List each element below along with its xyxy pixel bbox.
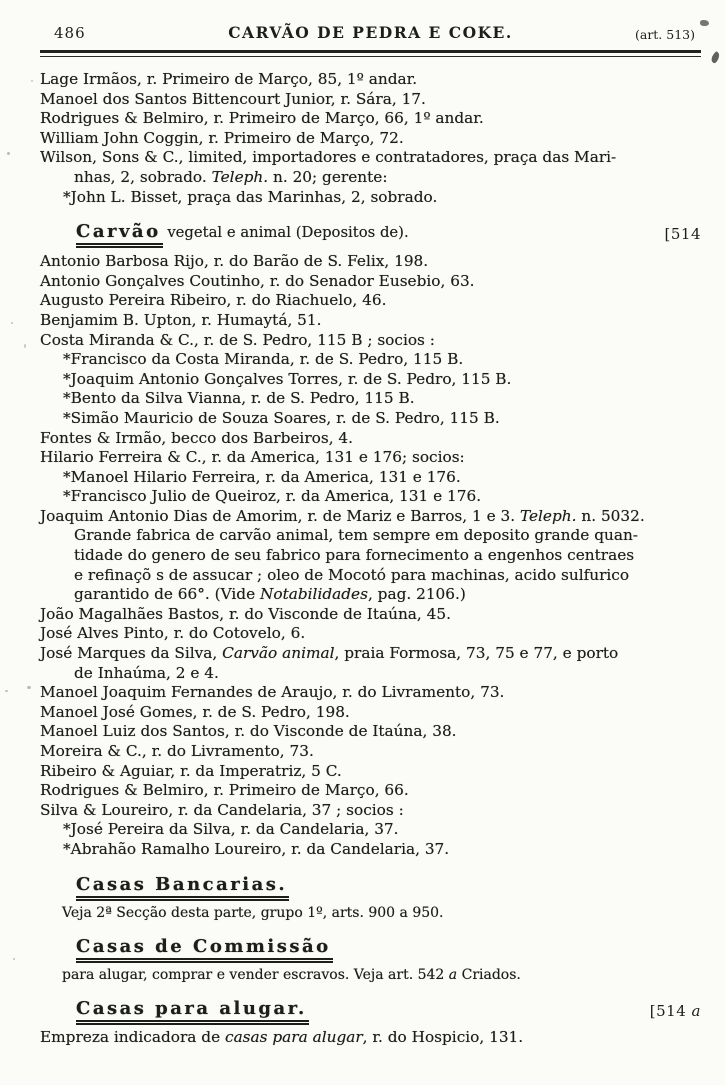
- scan-speck: [24, 344, 26, 348]
- directory-entry: [40, 683, 701, 703]
- directory-entry: [40, 624, 701, 644]
- text-segment: Moreira & C., r. do Livramento, 73.: [40, 742, 314, 760]
- text-segment: Empreza indicadora de: [40, 1027, 225, 1046]
- directory-entry: [40, 109, 701, 129]
- entry-line: [40, 389, 701, 409]
- text-segment: n. 20; gerente:: [268, 167, 388, 186]
- directory-entry: [40, 90, 701, 110]
- section-heading: [76, 935, 701, 959]
- text-segment: e refinaçõ s de assucar ; oleo de Mocotó para machinas, acido sulfurico: [74, 565, 630, 584]
- entry-line: [40, 1028, 701, 1048]
- entry-line: [40, 487, 701, 507]
- article-reference: (art. 513): [634, 27, 695, 42]
- running-title: CARVÃO DE PEDRA E COKE.: [228, 23, 513, 42]
- scan-speck: [27, 686, 31, 689]
- text-segment: Ribeiro & Aguiar, r. da Imperatriz, 5 C.: [40, 761, 342, 780]
- entry-line: [40, 311, 701, 331]
- scan-speck: [13, 958, 15, 960]
- entry-line: [40, 742, 701, 762]
- entry-line: [40, 840, 701, 860]
- text-segment: , pag. 2106.): [367, 585, 466, 604]
- entry-line: [40, 350, 701, 370]
- header-rule: [40, 50, 701, 57]
- text-segment: Teleph.: [519, 506, 577, 525]
- entry-line: [40, 129, 701, 149]
- entry-line: [40, 148, 701, 168]
- text-segment: n. 5032.: [576, 506, 645, 525]
- directory-entry: [40, 331, 701, 429]
- text-segment: *Francisco da Costa Miranda, r. de S. Pedro, 115 B.: [63, 350, 464, 369]
- text-segment: nhas, 2, sobrado.: [74, 167, 212, 186]
- directory-entry: [40, 448, 701, 507]
- entry-line: [40, 429, 701, 449]
- entry-line: [40, 683, 701, 703]
- text-segment: Rodrigues & Belmiro, r. Primeiro de Março, 66, 1º andar.: [40, 109, 484, 128]
- entry-line: [40, 272, 701, 292]
- directory-entry: [40, 507, 701, 605]
- directory-entry: [40, 129, 701, 149]
- directory-entry: [40, 311, 701, 331]
- entry-line: [40, 820, 701, 840]
- text-segment: [514: [649, 1001, 692, 1020]
- directory-entry: [40, 148, 701, 207]
- entry-line: [40, 644, 701, 664]
- text-segment: para alugar, comprar e vender escravos. Veja art. 542: [62, 966, 449, 983]
- entry-line: [40, 703, 701, 723]
- section-heading-title: Carvão: [76, 221, 163, 248]
- section-heading-title: Casas de Commissão: [76, 936, 333, 963]
- entry-line: [40, 664, 701, 684]
- text-segment: Notabilidades: [260, 585, 368, 604]
- directory-entry: [40, 781, 701, 801]
- text-segment: Criados.: [457, 966, 521, 983]
- entry-line: [40, 507, 701, 527]
- entry-line: [40, 585, 701, 605]
- entry-line: [40, 624, 701, 644]
- text-segment: Costa Miranda & C., r. de S. Pedro, 115 B ; socios :: [40, 330, 435, 349]
- text-segment: casas para alugar: [225, 1027, 363, 1046]
- entry-line: [40, 722, 701, 742]
- directory-entry: [40, 429, 701, 449]
- directory-entry: [40, 70, 701, 90]
- entry-line: [40, 762, 701, 782]
- text-segment: *Manoel Hilario Ferreira, r. da America, 131 e 176.: [63, 467, 461, 486]
- text-segment: Carvão animal: [222, 644, 335, 663]
- page-number: 486: [54, 24, 86, 42]
- entry-line: [40, 70, 701, 90]
- text-segment: tidade do genero de seu fabrico para fornecimento a engenhos centraes: [74, 546, 635, 565]
- scan-speck: [31, 80, 33, 82]
- scan-speck: [5, 690, 8, 692]
- text-segment: *John L. Bisset, praça das Marinhas, 2, sobrado.: [63, 187, 438, 206]
- directory-entry: [40, 703, 701, 723]
- entry-line: [40, 90, 701, 110]
- text-segment: Manoel dos Santos Bittencourt Junior, r. Sára, 17.: [40, 89, 426, 108]
- section-article-ref: [665, 222, 701, 246]
- directory-entry: [40, 291, 701, 311]
- text-segment: Augusto Pereira Ribeiro, r. do Riachuelo, 46.: [40, 291, 387, 310]
- text-segment: Joaquim Antonio Dias de Amorim, r. de Mariz e Barros, 1 e 3.: [40, 506, 520, 525]
- text-segment: Lage Irmãos, r. Primeiro de Março, 85, 1º andar.: [40, 70, 418, 88]
- directory-entry: [40, 762, 701, 782]
- entry-line: [40, 252, 701, 272]
- directory-entry: [40, 742, 701, 762]
- text-segment: Veja 2ª Secção desta parte, grupo 1º, arts. 900 a 950.: [62, 904, 444, 921]
- section-article-ref: [650, 999, 701, 1023]
- text-segment: *Joaquim Antonio Gonçalves Torres, r. de S. Pedro, 115 B.: [63, 369, 512, 388]
- text-segment: *José Pereira da Silva, r. da Candelaria, 37.: [63, 820, 399, 839]
- text-segment: Antonio Barbosa Rijo, r. do Barão de S. Felix, 198.: [40, 252, 429, 271]
- text-segment: *Abrahão Ramalho Loureiro, r. da Candelaria, 37.: [63, 839, 450, 858]
- directory-listing: [40, 70, 701, 1047]
- entry-line: [40, 109, 701, 129]
- entry-line: [40, 188, 701, 208]
- text-segment: garantido de 66°. (Vide: [74, 585, 260, 604]
- scan-speck: [11, 322, 13, 324]
- text-segment: Silva & Loureiro, r. da Candelaria, 37 ; socios :: [40, 800, 404, 819]
- text-segment: Hilario Ferreira & C., r. da America, 131 e 176; socios:: [40, 448, 465, 467]
- entry-line: [40, 605, 701, 625]
- text-segment: *Francisco Julio de Queiroz, r. da America, 131 e 176.: [63, 487, 482, 506]
- entry-line: [40, 168, 701, 188]
- text-segment: José Alves Pinto, r. do Cotovelo, 6.: [40, 624, 306, 643]
- text-segment: Benjamim B. Upton, r. Humaytá, 51.: [40, 310, 322, 329]
- text-segment: Fontes & Irmão, becco dos Barbeiros, 4.: [40, 428, 354, 447]
- text-segment: *Bento da Silva Vianna, r. de S. Pedro, 115 B.: [63, 389, 415, 408]
- section-heading: [76, 997, 701, 1021]
- running-header: [40, 20, 701, 46]
- section-heading: [76, 220, 701, 245]
- text-segment: Antonio Gonçalves Coutinho, r. do Senador Eusebio, 63.: [40, 271, 475, 290]
- text-segment: William John Coggin, r. Primeiro de Março, 72.: [40, 128, 404, 147]
- entry-line: [40, 526, 701, 546]
- entry-line: [40, 546, 701, 566]
- section-note: [62, 966, 701, 984]
- directory-entry: [40, 252, 701, 272]
- section-heading-subtitle: vegetal e animal (Depositos de).: [162, 224, 409, 242]
- entry-line: [40, 291, 701, 311]
- text-segment: João Magalhães Bastos, r. do Visconde de Itaúna, 45.: [40, 604, 451, 623]
- directory-entry: [40, 801, 701, 860]
- directory-entry: [40, 644, 701, 683]
- directory-entry: [40, 605, 701, 625]
- directory-entry: [40, 722, 701, 742]
- text-segment: Teleph.: [211, 167, 269, 186]
- text-segment: , praia Formosa, 73, 75 e 77, e porto: [334, 644, 619, 663]
- entry-line: [40, 370, 701, 390]
- text-segment: de Inhaúma, 2 e 4.: [74, 663, 219, 682]
- entry-line: [40, 331, 701, 351]
- entry-line: [40, 448, 701, 468]
- text-segment: [514: [664, 225, 701, 244]
- section-note: [62, 904, 701, 922]
- text-segment: a: [691, 1001, 701, 1020]
- scan-speck: [7, 152, 10, 155]
- text-segment: *Simão Mauricio de Souza Soares, r. de S. Pedro, 115 B.: [63, 408, 500, 427]
- entry-line: [40, 781, 701, 801]
- text-segment: Manoel Joaquim Fernandes de Araujo, r. do Livramento, 73.: [40, 683, 505, 702]
- directory-entry: [40, 1028, 701, 1048]
- text-segment: , r. do Hospicio, 131.: [362, 1027, 524, 1046]
- text-segment: Wilson, Sons & C., limited, importadores e contratadores, praça das Mari-: [40, 148, 617, 167]
- text-segment: Grande fabrica de carvão animal, tem sempre em deposito grande quan-: [74, 526, 638, 545]
- scan-smudge: [700, 20, 709, 26]
- directory-entry: [40, 272, 701, 292]
- section-heading-title: Casas para alugar.: [76, 998, 309, 1025]
- text-segment: Rodrigues & Belmiro, r. Primeiro de Março, 66.: [40, 781, 409, 800]
- text-segment: José Marques da Silva,: [40, 644, 223, 663]
- section-heading: [76, 873, 701, 897]
- text-segment: a: [448, 966, 458, 983]
- entry-line: [40, 801, 701, 821]
- entry-line: [40, 409, 701, 429]
- entry-line: [40, 468, 701, 488]
- entry-line: [40, 566, 701, 586]
- text-segment: Manoel Luiz dos Santos, r. do Visconde de Itaúna, 38.: [40, 722, 457, 741]
- section-heading-title: Casas Bancarias.: [76, 874, 289, 901]
- text-segment: Manoel José Gomes, r. de S. Pedro, 198.: [40, 702, 350, 721]
